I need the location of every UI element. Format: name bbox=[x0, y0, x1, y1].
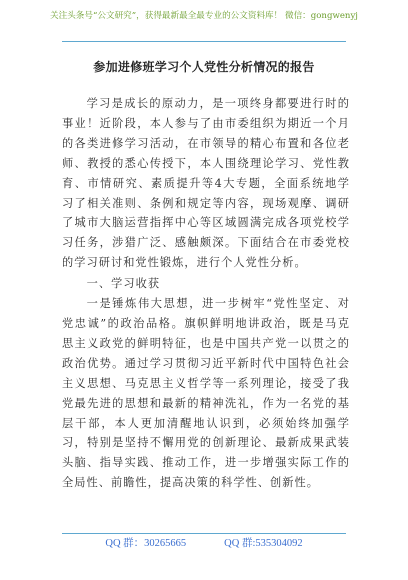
footer-qq-group-1: QQ 群：30265665 bbox=[105, 538, 187, 549]
section-heading: 一、学习收获 bbox=[86, 276, 161, 290]
header-divider bbox=[62, 41, 346, 42]
document-body bbox=[62, 94, 350, 493]
footer-divider bbox=[62, 533, 346, 534]
document-title: 参加进修班学习个人党性分析情况的报告 bbox=[93, 60, 315, 74]
body-paragraph: 学习是成长的原动力，是一项终身都要进行时的事业！近阶段，本人参与了由市委组织为期近一个月的各类进修学习活动，在市领导的精心布置和各位老师、教授的悉心传授下，本人围绕理论学习、党性教育、市情研究、素质提升等4大专题，全面系统地学习了相关准则、条例和规定等内容，现场观摩、调研了城市大脑运营指挥中心等区域圆满完成各项党校学习任务，涉猎广泛、感触颇深。下面结合在市委党校的学习研讨和党性锻炼，进行个人党性分析。 bbox=[62, 97, 350, 270]
footer-qq-group-2: QQ 群:535304092 bbox=[224, 538, 303, 549]
body-paragraph: 一是锤炼伟大思想，进一步树牢“党性坚定、对党忠诚”的政治品格。旗帜鲜明地讲政治，既是马克思主义政党的鲜明特征，也是中国共产党一以贯之的政治优势。通过学习贯彻习近平新时代中国特色社会主义思想、马克思主义哲学等一系列理论，接受了我党最先进的思想和最新的精神洗礼，作为一名党的基层干部，本人更加清醒地认识到，必须始终加强学习，特别是坚持不懈用党的创新理论、最新成果武装头脑、指导实践、推动工作，进一步增强实际工作的全局性、前瞻性，提高决策的科学性、创新性。 bbox=[62, 297, 350, 490]
footer-contact bbox=[0, 538, 408, 550]
header-banner: 关注头条号“公文研究”，获得最新最全最专业的公文资料库！ 微信：gongwenyj bbox=[50, 11, 358, 21]
